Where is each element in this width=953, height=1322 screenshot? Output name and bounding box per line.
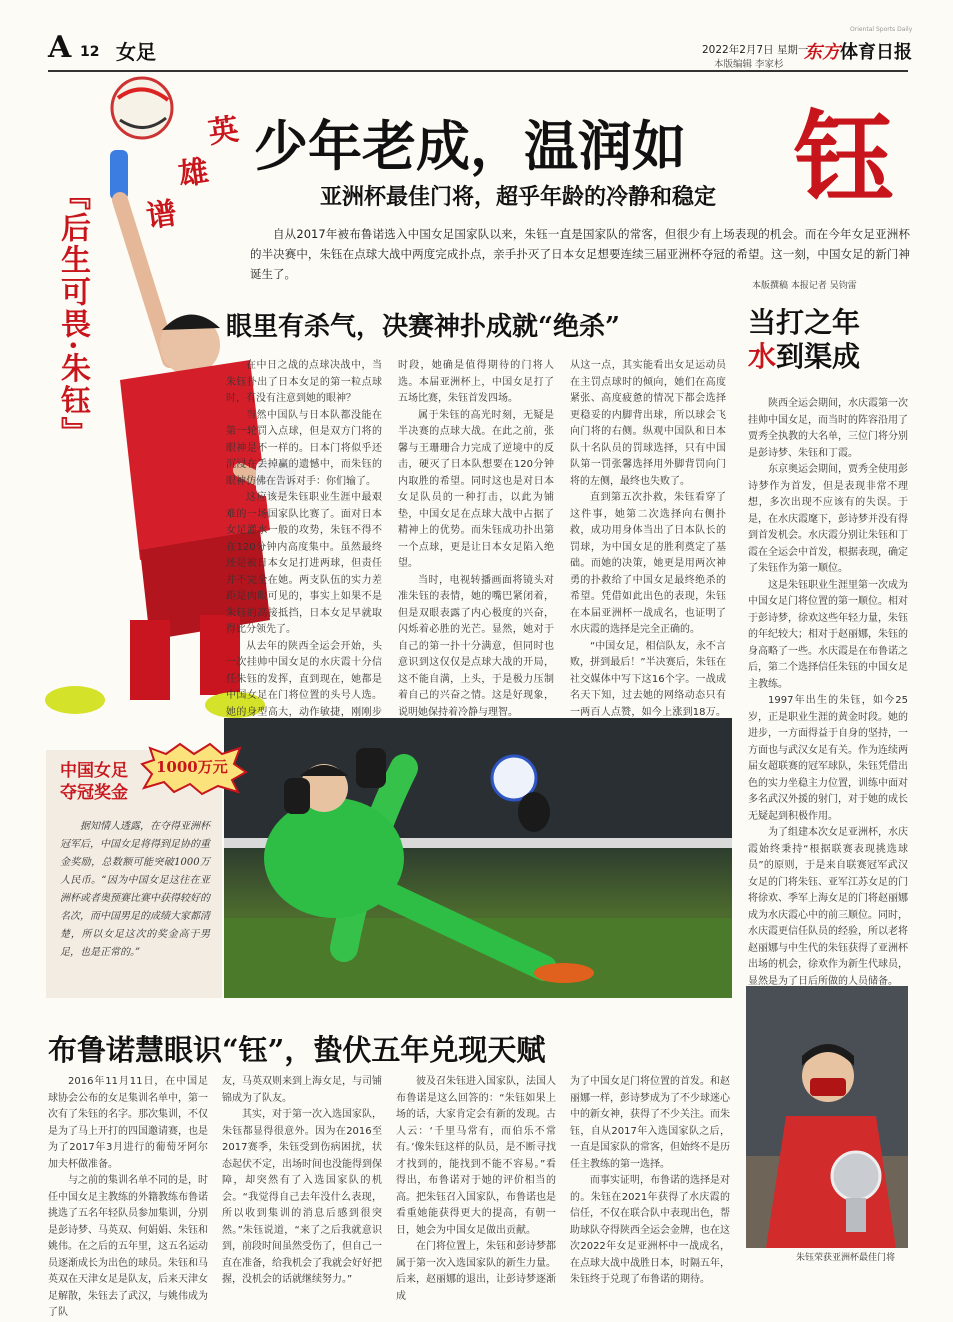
section2-title: [748, 306, 918, 374]
section3-col1: [48, 1074, 208, 1318]
sub-headline: 亚洲杯最佳门将，超乎年龄的冷静和稳定: [320, 184, 717, 210]
stamp-char: 谱: [144, 196, 179, 235]
page-number: 12: [80, 44, 100, 60]
headline-text: 少年老成，温润如: [254, 114, 686, 178]
paragraph: 2016年11月11日，在中国足球协会公布的女足集训名单中，第一次有了朱钰的名字。那次集训，不仅是为了马上开打的四国邀请赛，也是为了2017年3月进行的葡萄牙阿尔加夫杯做准备。: [48, 1076, 208, 1170]
paragraph: 为了中国女足门将位置的首发。和赵丽娜一样，彭诗梦成为了不少球迷心中的新女神，获得了不少关注。而朱钰，自从2017年入选国家队之后，一直是国家队的常客，但始终不是历任主教练的第一选择。: [570, 1076, 730, 1170]
paper-logo: 东方体育日报: [804, 42, 912, 63]
paragraph: 从去年的陕西全运会开始，头一次挂帅中国女足的水庆霞十分信任朱钰的发挥，直到现在，她都是中国女足在门将位置的头号人选。她的身型高大，动作敏捷，刚刚步: [226, 640, 382, 718]
section-label: 女足: [116, 40, 156, 64]
paper-logo-en: Oriental Sports Daily: [850, 26, 913, 33]
stamp-char: 英: [206, 112, 241, 151]
paragraph: 为了组建本次女足亚洲杯，水庆霞始终秉持“根据联赛表现挑选球员”的原则，于是来自联赛冠军武汉女足的门将朱钰、亚军江苏女足的门将徐欢、季军上海女足的门将赵丽娜成为水庆霞心中的前三顺位。同时，水庆霞更信任队员的经验，所以老将赵丽娜与中生代的朱钰获得了亚洲杯出场的机会，徐欢作为新生代球员，显然是为了日后所做的人员储备。: [748, 827, 908, 987]
paragraph: 而事实证明，布鲁诺的选择是对的。朱钰在2021年获得了水庆霞的信任，不仅在联合队中表现出色，帮助球队夺得陕西全运会金牌，也在这次2022年女足亚洲杯中一战成名，在点球大战中战胜日本，时隔五年，朱钰终于兑现了布鲁诺的期待。: [570, 1175, 730, 1285]
paragraph: 友，马英双则来到上海女足，与司铺锦成为了队友。: [222, 1076, 382, 1104]
paragraph: 当时，电视转播画面将镜头对准朱钰的表情，她的嘴巴紧闭着，但是双眼表露了内心极度的兴奋，闪烁着必胜的光芒。显然，她对于自己的第一扑十分满意，但同时也意识到这仅仅是点球大战的开局，这不能自满，上头，于是极力压制着自己的兴奋之情。这是好现象，说明她保持着冷静与理智。: [398, 574, 554, 718]
section3-col3: [396, 1074, 556, 1302]
section3-col4: [570, 1074, 730, 1285]
side-title: 『后生可畏·朱钰』: [55, 180, 90, 449]
bonus-amount: 1000万元: [156, 758, 228, 776]
bonus-text: 据知情人透露，在夺得亚洲杯冠军后，中国女足将得到足协的重金奖励，总数额可能突破1000万人民币。“因为中国女足这往在亚洲杯或者奥预赛比赛中获得较好的名次，而中国男足的成绩大家都清楚，所以女足这次的奖金高于男足，也是正常的。”: [60, 821, 210, 958]
paragraph: 在中日之战的点球决战中，当朱钰扑出了日本女足的第一粒点球时，有没有注意到她的眼神？: [226, 360, 382, 404]
page-letter: A: [48, 30, 72, 65]
paragraph: 从这一点，其实能看出女足运动员在主罚点球时的倾向，她们在高度紧张、高度疲惫的情况下都会选择更稳妥的内脚背出球，所以球会飞向门将的右侧。纵观中国队和日本队十名队员的罚球选择，只有中国队第一罚张馨选择用外脚背罚向门将的左侧，最终也失败了。: [570, 360, 726, 487]
paragraph: 当然中国队与日本队都没能在第一轮罚入点球，但是双方门将的眼神是不一样的。日本门将似乎还沉浸在丢掉赢的遗憾中，而朱钰的眼神仿佛在告诉对手：你们输了。: [226, 409, 382, 487]
paragraph: 这是朱钰职业生涯里第一次成为中国女足门将位置的第一顺位。相对于彭诗梦，徐欢这些年轻力量，朱钰的年纪较大；相对于赵丽娜，朱钰的身高略了一些。水庆霞是在布鲁诺之后，第二个选择信任朱钰的中国女足主教练。: [748, 579, 908, 690]
paragraph: 与之前的集训名单不同的是，时任中国女足主教练的外籍教练布鲁诺挑选了五名年轻队员参加集训，分别是彭诗梦、马英双、何娟娟、朱钰和姚伟。在之后的五年里，这五名运动员逐渐成长为出色的球员。朱钰和马英双在天津女足是队友，后来天津女足解散，朱钰去了武汉，与姚伟成为了队: [48, 1175, 208, 1318]
hero-stamp: [140, 100, 260, 240]
paragraph: 时段，她确是值得期待的门将人选。本届亚洲杯上，中国女足打了五场比赛，朱钰首发四场。: [398, 360, 554, 404]
headline-big-char: 钰: [794, 99, 894, 217]
section1-title: 眼里有杀气，决赛神扑成就“绝杀”: [226, 312, 620, 342]
section1-col2: [398, 358, 554, 718]
section3-title: 布鲁诺慧眼识“钰”，蛰伏五年兑现天赋: [48, 1033, 546, 1067]
page-editor: 本版编辑 李家杉: [714, 59, 784, 70]
section3-col2: [222, 1074, 382, 1285]
stamp-char: 雄: [176, 154, 211, 193]
paragraph: 其实，对于第一次入选国家队，朱钰都显得很意外。因为在2016至2017赛季，朱钰受到伤病困扰，状态起伏不定，出场时间也没能得到保障，却突然有了入选国家队的机会。“我觉得自己去年没什么表现，所以收到集训的消息后感到很突然。”朱钰说道，“来了之后我就意识到，前段时间虽然受伤了，但自己一直在准备，给我机会了我就会好好把握，没机会的话就继续努力。”: [222, 1109, 382, 1285]
section1-col3: [570, 358, 726, 718]
paragraph: 1997年出生的朱钰，如今25岁，正是职业生涯的黄金时段。她的进步，一方面得益于自身的坚持，一方面也与武汉女足有关。作为连续两届女超联赛的冠军球队，朱钰凭借出色的实力坐稳主力位置，训练中面对多名武汉外援的射门，对于她的成长无疑起到积极作用。: [748, 695, 908, 822]
paragraph: 这应该是朱钰职业生涯中最艰难的一场国家队比赛了。面对日本女足灌水一般的攻势，朱钰不得不在120分钟内高度集中。虽然最终还是被日本女足打进两球，但责任并不完全在她。两支队伍的实力差距是肉眼可见的，事实上如果不是朱钰的高接抵挡，日本女足早就取得比分领先了。: [226, 492, 382, 635]
paragraph: 在门将位置上，朱钰和彭诗梦都属于第一次入选国家队的新生力量。后来，赵丽娜的退出，让彭诗梦逐渐成: [396, 1241, 556, 1302]
intro-paragraph: 自从2017年被布鲁诺选入中国女足国家队以来，朱钰一直是国家队的常客，但很少有上场表现的机会。而在今年女足亚洲杯的半决赛中，朱钰在点球大战中两度完成扑点，亲手扑灭了日本女足想要连续三届亚洲杯夺冠的希望。这一刻，中国女足的新门神诞生了。: [250, 227, 910, 281]
section2-col: [748, 396, 908, 987]
trophy-photo: [746, 986, 908, 1248]
section2-title-line1: 当打之年: [748, 306, 861, 339]
paragraph: 彼及召朱钰进入国家队，法国人布鲁诺是这么回答的：“朱钰如果上场的话，大家肯定会有新的发现。古人云：‘千里马常有，而伯乐不常有。’像朱钰这样的队员，是不断寻找才找到的，能找到不能不容易。”看得出，布鲁诺对于她的评价相当的高。把朱钰召入国家队，布鲁诺也是看重她能获得更大的提高，有朝一日，她会为中国女足做出贡献。: [396, 1076, 556, 1236]
penalty-save-photo: [224, 718, 732, 998]
issue-date: 2022年2月7日 星期一: [702, 44, 809, 56]
paragraph: 东京奥运会期间，贾秀全使用彭诗梦作为首发，但是表现非常不理想，多次出现不应该有的失误。于是，在水庆霞麾下，彭诗梦并没有得到首发机会。水庆霞分别让朱钰和丁霞在全运会中首发，根据表现，确定了朱钰作为第一顺位。: [748, 464, 908, 574]
photo-caption: 朱钰荣获亚洲杯最佳门将: [796, 1253, 896, 1263]
paragraph: 陕西全运会期间，水庆霞第一次挂帅中国女足，而当时的阵容沿用了贾秀全执教的大名单，三位门将分别是彭诗梦、朱钰和丁霞。: [748, 398, 908, 459]
section1-col1: [226, 358, 382, 718]
paragraph: 属于朱钰的高光时刻，无疑是半决赛的点球大战。在此之前，张馨与王珊珊合力完成了逆境中的反击，硬灭了日本队想要在120分钟内取胜的希望。同时这也是对日本女足队员的一种打击，以此为铺垫，中国女足在点球大战中占据了精神上的优势。而朱钰成功扑出第一个点球，更是让日本女足陷入绝望。: [398, 409, 554, 569]
bonus-amount-burst: [142, 742, 246, 794]
paragraph: “中国女足，相信队友，永不言败，拼到最后！”半决赛后，朱钰在社交媒体中写下这16个字。一战成名天下知，过去她的网络动态只有一两百人点赞，如今上涨到18万。: [570, 640, 726, 718]
byline: 本版撰稿 本报记者 吴钧雷: [752, 281, 857, 291]
section2-title-line2: 水到渠成: [748, 340, 861, 373]
bonus-title: 中国女足 夺冠奖金: [60, 761, 128, 803]
bonus-box: [46, 750, 228, 998]
paragraph: 直到第五次扑救，朱钰看穿了这件事，她第二次选择向右侧扑救，成功用身体当出了日本队长的罚球，为中国女足的胜利奠定了基础。而她的决策，她更是用两次神勇的扑救给了中国女足最终绝杀的希望。凭借如此出色的表现，朱钰在本届亚洲杯一战成名，也证明了水庆霞的选择是完全正确的。: [570, 492, 726, 635]
